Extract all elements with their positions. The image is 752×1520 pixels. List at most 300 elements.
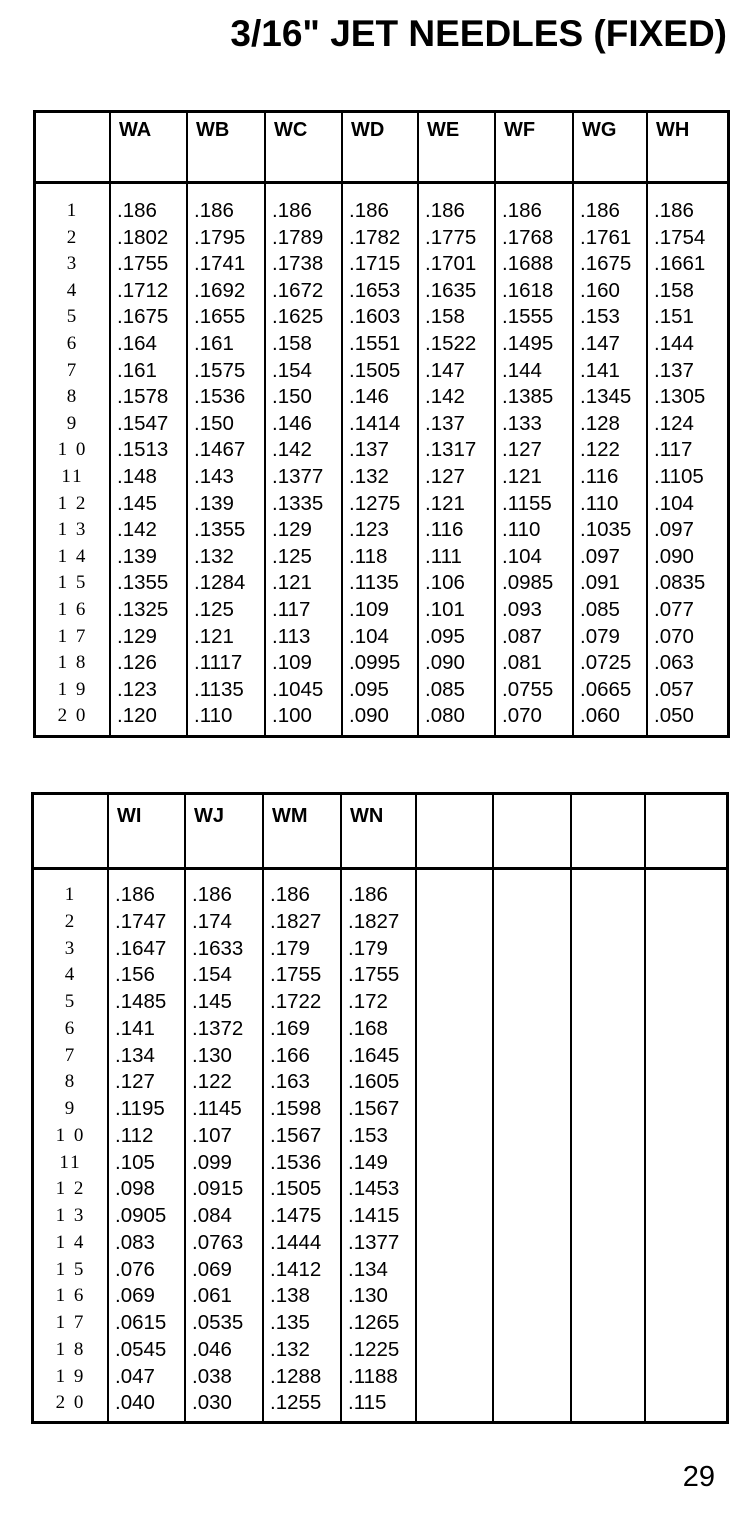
table-cell: .1188 xyxy=(348,1364,398,1388)
table-cell: .057 xyxy=(654,677,694,701)
table-cell: .093 xyxy=(502,598,542,621)
column-divider xyxy=(492,795,494,1421)
column-header: WJ xyxy=(194,805,224,827)
row-number: 1 6 xyxy=(55,1285,86,1307)
table-cell: .090 xyxy=(349,704,389,728)
table-cell: .186 xyxy=(654,199,694,222)
row-number: 11 xyxy=(59,1151,82,1173)
table-cell: .132 xyxy=(270,1337,310,1361)
table-cell: .1355 xyxy=(194,518,246,542)
table-cell: .145 xyxy=(117,491,157,515)
table-cell: .1761 xyxy=(580,225,632,249)
table-cell: .137 xyxy=(425,411,465,435)
table-cell: .0545 xyxy=(115,1337,167,1361)
table-cell: .126 xyxy=(117,651,157,675)
row-number: 1 8 xyxy=(57,652,88,674)
table-cell: .030 xyxy=(192,1391,232,1415)
table-cell: .156 xyxy=(115,963,155,987)
row-number: 3 xyxy=(64,937,77,959)
table-cell: .1467 xyxy=(194,438,246,462)
table-cell: .1741 xyxy=(194,252,246,276)
table-cell: .118 xyxy=(349,544,388,568)
table-cell: .141 xyxy=(115,1016,155,1040)
table-cell: .186 xyxy=(117,199,157,222)
table-cell: .1035 xyxy=(580,518,632,542)
table-cell: .146 xyxy=(272,411,312,435)
table-cell: .1444 xyxy=(270,1230,322,1254)
column-header: WA xyxy=(119,119,152,141)
table-cell: .104 xyxy=(349,624,389,648)
table-cell: .153 xyxy=(348,1123,388,1147)
table-cell: .0615 xyxy=(115,1311,167,1334)
table-cell: .107 xyxy=(192,1123,232,1147)
row-number: 3 xyxy=(66,253,79,275)
column-divider xyxy=(107,795,109,1421)
table-cell: .090 xyxy=(425,651,465,675)
table-cell: .1715 xyxy=(349,252,401,276)
table-cell: .168 xyxy=(348,1016,388,1040)
table-cell: .132 xyxy=(194,544,234,568)
column-divider xyxy=(570,795,572,1421)
table-cell: .1155 xyxy=(502,491,552,515)
column-header: WH xyxy=(656,119,690,141)
page-number: 29 xyxy=(682,1461,715,1493)
table-cell: .079 xyxy=(580,624,620,648)
table-cell: .172 xyxy=(348,990,388,1013)
row-number: 9 xyxy=(66,412,79,434)
table-cell: .1415 xyxy=(348,1204,400,1227)
column-divider xyxy=(417,113,419,735)
table-cell: .134 xyxy=(115,1043,155,1067)
table-cell: .104 xyxy=(654,491,694,515)
table-cell: .158 xyxy=(654,278,694,302)
table-cell: .145 xyxy=(192,990,232,1013)
table-cell: .186 xyxy=(270,883,310,906)
table-cell: .150 xyxy=(272,385,312,409)
column-header: WF xyxy=(504,119,536,141)
table-cell: .1412 xyxy=(270,1257,322,1281)
row-number: 5 xyxy=(64,991,77,1012)
table-cell: .1536 xyxy=(194,385,246,409)
table-cell: .115 xyxy=(348,1391,387,1415)
table-cell: .110 xyxy=(502,518,541,542)
table-cell: .137 xyxy=(654,358,694,382)
table-cell: .142 xyxy=(425,385,465,409)
row-number: 1 xyxy=(64,884,77,905)
table-cell: .1117 xyxy=(194,651,243,675)
column-header: WI xyxy=(117,805,142,827)
row-number: 1 7 xyxy=(57,625,88,647)
table-cell: .1135 xyxy=(194,677,244,701)
table-cell: .0995 xyxy=(349,651,401,675)
row-number: 1 9 xyxy=(57,678,88,700)
row-number: 8 xyxy=(66,386,79,408)
table-cell: .134 xyxy=(348,1257,388,1281)
table-cell: .186 xyxy=(348,883,388,906)
table-cell: .1578 xyxy=(117,385,169,409)
table-cell: .1288 xyxy=(270,1364,322,1388)
table-cell: .1701 xyxy=(425,252,477,276)
table-cell: .186 xyxy=(272,199,312,222)
column-divider xyxy=(646,113,648,735)
table-cell: .1768 xyxy=(502,225,554,249)
table-cell: .186 xyxy=(502,199,542,222)
table-cell: .142 xyxy=(272,438,312,462)
table-cell: .147 xyxy=(425,358,465,382)
column-header: WB xyxy=(196,119,230,141)
table-cell: .0905 xyxy=(115,1204,167,1227)
table-cell: .148 xyxy=(117,465,157,488)
table-cell: .1754 xyxy=(654,225,706,249)
table-cell: .0725 xyxy=(580,651,632,675)
table-cell: .038 xyxy=(192,1364,232,1388)
table-cell: .1645 xyxy=(348,1043,400,1067)
table-cell: .1495 xyxy=(502,332,554,355)
column-divider xyxy=(184,795,186,1421)
column-divider xyxy=(494,113,496,735)
table-cell: .1225 xyxy=(348,1337,400,1361)
table-cell: .154 xyxy=(192,963,232,987)
table-cell: .1275 xyxy=(349,491,401,515)
table-cell: .137 xyxy=(349,438,389,462)
table-cell: .1755 xyxy=(117,252,169,276)
table-cell: .109 xyxy=(272,651,312,675)
row-number: 1 3 xyxy=(55,1205,86,1226)
table-cell: .1145 xyxy=(192,1097,242,1120)
column-divider xyxy=(186,113,188,735)
table-cell: .081 xyxy=(502,651,542,675)
table-cell: .1536 xyxy=(270,1150,322,1174)
table-cell: .1603 xyxy=(349,305,401,329)
table-cell: .116 xyxy=(580,465,619,488)
table-cell: .1485 xyxy=(115,990,167,1013)
row-number: 1 0 xyxy=(55,1124,86,1146)
row-number: 9 xyxy=(64,1098,77,1119)
table-cell: .174 xyxy=(192,909,232,933)
table-cell: .130 xyxy=(192,1043,232,1067)
row-number: 1 4 xyxy=(55,1231,86,1253)
header-divider xyxy=(34,867,726,870)
table-cell: .0985 xyxy=(502,571,554,595)
table-cell: .091 xyxy=(580,571,620,595)
table-cell: .122 xyxy=(192,1070,232,1094)
column-header: WM xyxy=(272,805,308,827)
table-cell: .060 xyxy=(580,704,620,728)
row-number: 8 xyxy=(64,1071,77,1093)
table-cell: .144 xyxy=(654,332,694,355)
table-cell: .100 xyxy=(272,704,312,728)
jet-needle-table-1 xyxy=(33,110,730,738)
table-cell: .1105 xyxy=(654,465,704,488)
table-cell: .085 xyxy=(425,677,465,701)
table-cell: .106 xyxy=(425,571,465,595)
table-cell: .132 xyxy=(349,465,389,488)
table-cell: .077 xyxy=(654,598,694,621)
table-cell: .186 xyxy=(580,199,620,222)
table-cell: .141 xyxy=(580,358,620,382)
table-cell: .1775 xyxy=(425,225,477,249)
page-title: 3/16" JET NEEDLES (FIXED) xyxy=(230,13,727,54)
table-cell: .105 xyxy=(115,1150,155,1174)
table-cell: .1692 xyxy=(194,278,246,302)
table-cell: .1635 xyxy=(425,278,477,302)
row-number: 1 2 xyxy=(57,492,88,514)
table-cell: .109 xyxy=(349,598,389,621)
table-cell: .1135 xyxy=(349,571,399,595)
table-cell: .151 xyxy=(654,305,694,329)
table-cell: .158 xyxy=(425,305,465,329)
table-cell: .1827 xyxy=(270,909,322,933)
row-number: 7 xyxy=(66,359,79,381)
row-number: 1 8 xyxy=(55,1338,86,1360)
table-cell: .1453 xyxy=(348,1177,400,1201)
table-cell: .070 xyxy=(502,704,542,728)
table-cell: .084 xyxy=(192,1204,232,1227)
table-cell: .1653 xyxy=(349,278,401,302)
column-divider xyxy=(264,113,266,735)
table-cell: .116 xyxy=(425,518,464,542)
table-cell: .1675 xyxy=(117,305,169,329)
table-cell: .083 xyxy=(115,1230,155,1254)
table-cell: .138 xyxy=(270,1284,310,1308)
table-cell: .1265 xyxy=(348,1311,400,1334)
row-number: 1 9 xyxy=(55,1365,86,1387)
table-cell: .1414 xyxy=(349,411,401,435)
column-divider xyxy=(341,113,343,735)
table-cell: .149 xyxy=(348,1150,388,1174)
table-cell: .046 xyxy=(192,1337,232,1361)
row-number: 4 xyxy=(64,964,77,986)
row-number: 4 xyxy=(66,279,79,301)
row-number: 1 0 xyxy=(57,439,88,461)
table-cell: .161 xyxy=(117,358,157,382)
table-cell: .1661 xyxy=(654,252,706,276)
table-cell: .1789 xyxy=(272,225,324,249)
row-number: 11 xyxy=(61,466,84,487)
table-cell: .099 xyxy=(192,1150,232,1174)
row-number: 1 3 xyxy=(57,519,88,541)
table-cell: .1355 xyxy=(117,571,169,595)
column-header: WG xyxy=(582,119,617,141)
column-header: WE xyxy=(427,119,460,141)
table-cell: .186 xyxy=(194,199,234,222)
table-cell: .0535 xyxy=(192,1311,244,1334)
table-cell: .127 xyxy=(502,438,542,462)
table-cell: .186 xyxy=(115,883,155,906)
table-cell: .080 xyxy=(425,704,465,728)
table-cell: .1827 xyxy=(348,909,400,933)
table-cell: .1475 xyxy=(270,1204,322,1227)
table-cell: .1377 xyxy=(348,1230,400,1254)
table-cell: .076 xyxy=(115,1257,155,1281)
table-cell: .147 xyxy=(580,332,620,355)
row-number: 1 6 xyxy=(57,599,88,620)
table-cell: .085 xyxy=(580,598,620,621)
column-divider xyxy=(262,795,264,1421)
table-cell: .113 xyxy=(272,624,311,648)
table-cell: .139 xyxy=(194,491,234,515)
table-cell: .070 xyxy=(654,624,694,648)
table-cell: .129 xyxy=(272,518,312,542)
table-cell: .169 xyxy=(270,1016,310,1040)
row-number: 7 xyxy=(64,1044,77,1066)
header-divider xyxy=(36,181,727,184)
table-cell: .1782 xyxy=(349,225,401,249)
table-cell: .166 xyxy=(270,1043,310,1067)
row-number: 6 xyxy=(64,1017,77,1039)
table-cell: .097 xyxy=(654,518,694,542)
table-cell: .110 xyxy=(580,491,619,515)
table-cell: .1555 xyxy=(502,305,554,329)
table-cell: .050 xyxy=(654,704,694,728)
table-cell: .121 xyxy=(272,571,312,595)
table-cell: .097 xyxy=(580,544,620,568)
table-cell: .124 xyxy=(654,411,694,435)
table-cell: .1647 xyxy=(115,936,167,960)
table-cell: .1385 xyxy=(502,385,554,409)
table-cell: .1551 xyxy=(349,332,401,355)
table-cell: .117 xyxy=(272,598,311,621)
table-cell: .1317 xyxy=(425,438,477,462)
column-divider xyxy=(109,113,111,735)
table-cell: .101 xyxy=(425,598,465,621)
table-cell: .1747 xyxy=(115,909,167,933)
table-cell: .111 xyxy=(425,544,462,568)
table-cell: .1738 xyxy=(272,252,324,276)
table-cell: .095 xyxy=(425,624,465,648)
table-cell: .1633 xyxy=(192,936,244,960)
table-cell: .1195 xyxy=(115,1097,165,1120)
table-cell: .179 xyxy=(270,936,310,960)
table-cell: .1672 xyxy=(272,278,324,302)
table-cell: .123 xyxy=(117,677,157,701)
table-cell: .1547 xyxy=(117,411,169,435)
table-cell: .1655 xyxy=(194,305,246,329)
row-number: 1 4 xyxy=(57,545,88,567)
column-divider xyxy=(644,795,646,1421)
table-cell: .139 xyxy=(117,544,157,568)
table-cell: .1795 xyxy=(194,225,246,249)
table-cell: .158 xyxy=(272,332,312,355)
column-header: WD xyxy=(351,119,385,141)
table-cell: .1505 xyxy=(270,1177,322,1201)
table-cell: .112 xyxy=(115,1123,154,1147)
table-cell: .127 xyxy=(425,465,465,488)
table-cell: .098 xyxy=(115,1177,155,1201)
table-cell: .1305 xyxy=(654,385,706,409)
table-cell: .040 xyxy=(115,1391,155,1415)
table-cell: .0835 xyxy=(654,571,706,595)
table-cell: .1522 xyxy=(425,332,477,355)
table-cell: .1688 xyxy=(502,252,554,276)
table-cell: .123 xyxy=(349,518,389,542)
table-cell: .069 xyxy=(192,1257,232,1281)
table-cell: .1618 xyxy=(502,278,554,302)
table-cell: .130 xyxy=(348,1284,388,1308)
table-cell: .163 xyxy=(270,1070,310,1094)
table-cell: .1325 xyxy=(117,598,169,621)
row-number: 1 2 xyxy=(55,1178,86,1200)
row-number: 1 5 xyxy=(55,1258,86,1280)
row-number: 1 xyxy=(66,200,79,221)
table-cell: .179 xyxy=(348,936,388,960)
table-cell: .087 xyxy=(502,624,542,648)
table-cell: .1625 xyxy=(272,305,324,329)
table-cell: .129 xyxy=(117,624,157,648)
table-cell: .104 xyxy=(502,544,542,568)
table-cell: .127 xyxy=(115,1070,155,1094)
table-cell: .110 xyxy=(194,704,233,728)
table-cell: .161 xyxy=(194,332,234,355)
table-cell: .063 xyxy=(654,651,694,675)
table-cell: .047 xyxy=(115,1364,155,1388)
table-cell: .125 xyxy=(194,598,234,621)
column-divider xyxy=(340,795,342,1421)
table-cell: .1345 xyxy=(580,385,632,409)
table-cell: .160 xyxy=(580,278,620,302)
table-cell: .1598 xyxy=(270,1097,322,1120)
table-cell: .144 xyxy=(502,358,542,382)
table-cell: .1755 xyxy=(348,963,400,987)
table-cell: .1335 xyxy=(272,491,324,515)
table-cell: .125 xyxy=(272,544,312,568)
table-cell: .1513 xyxy=(117,438,169,462)
row-number: 6 xyxy=(66,333,79,354)
table-cell: .0665 xyxy=(580,677,632,701)
table-cell: .186 xyxy=(349,199,389,222)
table-cell: .153 xyxy=(580,305,620,329)
table-cell: .186 xyxy=(425,199,465,222)
table-cell: .1045 xyxy=(272,677,324,701)
table-cell: .143 xyxy=(194,465,234,488)
column-divider xyxy=(415,795,417,1421)
table-cell: .1712 xyxy=(117,278,169,302)
table-cell: .146 xyxy=(349,385,389,409)
table-cell: .1567 xyxy=(348,1097,400,1120)
table-cell: .150 xyxy=(194,411,234,435)
table-cell: .164 xyxy=(117,332,157,355)
table-cell: .095 xyxy=(349,677,389,701)
table-cell: .121 xyxy=(502,465,542,488)
table-cell: .0763 xyxy=(192,1230,244,1254)
table-cell: .186 xyxy=(192,883,232,906)
table-cell: .1605 xyxy=(348,1070,400,1094)
table-cell: .142 xyxy=(117,518,157,542)
row-number: 2 0 xyxy=(57,705,88,727)
table-cell: .135 xyxy=(270,1311,310,1334)
jet-needle-table-2 xyxy=(31,792,729,1424)
table-cell: .0915 xyxy=(192,1177,244,1201)
table-cell: .121 xyxy=(425,491,465,515)
table-cell: .1284 xyxy=(194,571,246,595)
table-cell: .133 xyxy=(502,411,542,435)
row-number: 5 xyxy=(66,306,79,328)
table-cell: .1575 xyxy=(194,358,246,382)
table-cell: .1505 xyxy=(349,358,401,382)
row-number: 2 xyxy=(66,226,79,248)
table-cell: .154 xyxy=(272,358,312,382)
column-header: WN xyxy=(350,805,384,827)
table-cell: .1755 xyxy=(270,963,322,987)
table-cell: .1722 xyxy=(270,990,322,1013)
table-cell: .122 xyxy=(580,438,620,462)
table-cell: .1567 xyxy=(270,1123,322,1147)
table-cell: .117 xyxy=(654,438,693,462)
table-cell: .1675 xyxy=(580,252,632,276)
table-cell: .090 xyxy=(654,544,694,568)
table-cell: .1372 xyxy=(192,1016,244,1040)
table-cell: .1255 xyxy=(270,1391,322,1415)
